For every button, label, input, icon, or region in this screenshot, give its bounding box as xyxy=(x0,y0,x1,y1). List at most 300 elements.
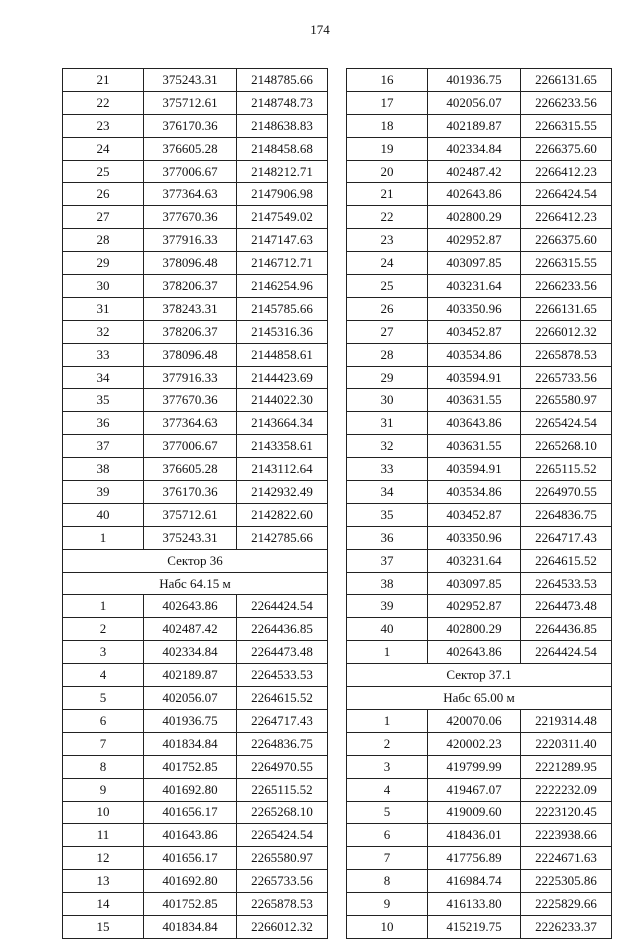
x-coordinate: 402056.07 xyxy=(428,91,521,114)
y-coordinate: 2146254.96 xyxy=(237,275,328,298)
point-number: 30 xyxy=(63,275,144,298)
coordinates-table-right xyxy=(346,68,612,939)
x-coordinate: 401752.85 xyxy=(144,893,237,916)
y-coordinate: 2264717.43 xyxy=(237,709,328,732)
x-coordinate: 377670.36 xyxy=(144,389,237,412)
x-coordinate: 377364.63 xyxy=(144,412,237,435)
y-coordinate: 2223938.66 xyxy=(521,824,612,847)
x-coordinate: 378206.37 xyxy=(144,275,237,298)
x-coordinate: 403231.64 xyxy=(428,549,521,572)
point-number: 36 xyxy=(63,412,144,435)
y-coordinate: 2142822.60 xyxy=(237,503,328,526)
table-row xyxy=(347,114,612,137)
y-coordinate: 2266424.54 xyxy=(521,183,612,206)
y-coordinate: 2266375.60 xyxy=(521,137,612,160)
y-coordinate: 2225305.86 xyxy=(521,870,612,893)
x-coordinate: 375243.31 xyxy=(144,69,237,92)
y-coordinate: 2144022.30 xyxy=(237,389,328,412)
table-row xyxy=(347,412,612,435)
point-number: 37 xyxy=(347,549,428,572)
x-coordinate: 376605.28 xyxy=(144,137,237,160)
table-row xyxy=(347,137,612,160)
point-number: 1 xyxy=(347,641,428,664)
point-number: 34 xyxy=(63,366,144,389)
x-coordinate: 401656.17 xyxy=(144,801,237,824)
y-coordinate: 2265580.97 xyxy=(521,389,612,412)
y-coordinate: 2266012.32 xyxy=(237,915,328,938)
x-coordinate: 401752.85 xyxy=(144,755,237,778)
x-coordinate: 375712.61 xyxy=(144,503,237,526)
table-row xyxy=(63,618,328,641)
table-row xyxy=(63,412,328,435)
table-row xyxy=(347,343,612,366)
point-number: 6 xyxy=(63,709,144,732)
table-row xyxy=(63,69,328,92)
table-row xyxy=(63,870,328,893)
x-coordinate: 416133.80 xyxy=(428,893,521,916)
point-number: 3 xyxy=(63,641,144,664)
point-number: 14 xyxy=(63,893,144,916)
y-coordinate: 2264836.75 xyxy=(237,732,328,755)
table-row xyxy=(347,320,612,343)
x-coordinate: 378206.37 xyxy=(144,320,237,343)
x-coordinate: 402800.29 xyxy=(428,618,521,641)
y-coordinate: 2148638.83 xyxy=(237,114,328,137)
table-row xyxy=(63,893,328,916)
point-number: 5 xyxy=(347,801,428,824)
table-row xyxy=(63,824,328,847)
x-coordinate: 401643.86 xyxy=(144,824,237,847)
x-coordinate: 419799.99 xyxy=(428,755,521,778)
point-number: 22 xyxy=(63,91,144,114)
y-coordinate: 2264970.55 xyxy=(237,755,328,778)
point-number: 25 xyxy=(347,275,428,298)
x-coordinate: 377006.67 xyxy=(144,435,237,458)
y-coordinate: 2264836.75 xyxy=(521,503,612,526)
point-number: 10 xyxy=(347,915,428,938)
x-coordinate: 416984.74 xyxy=(428,870,521,893)
point-number: 35 xyxy=(63,389,144,412)
point-number: 23 xyxy=(63,114,144,137)
x-coordinate: 375243.31 xyxy=(144,526,237,549)
point-number: 5 xyxy=(63,687,144,710)
table-row xyxy=(347,641,612,664)
x-coordinate: 402952.87 xyxy=(428,229,521,252)
section-header: Сектор 36 xyxy=(63,549,328,572)
x-coordinate: 403231.64 xyxy=(428,275,521,298)
x-coordinate: 402800.29 xyxy=(428,206,521,229)
table-row xyxy=(347,526,612,549)
y-coordinate: 2145785.66 xyxy=(237,297,328,320)
x-coordinate: 417756.89 xyxy=(428,847,521,870)
table-row xyxy=(347,69,612,92)
table-row xyxy=(63,297,328,320)
point-number: 11 xyxy=(63,824,144,847)
y-coordinate: 2219314.48 xyxy=(521,709,612,732)
y-coordinate: 2265733.56 xyxy=(521,366,612,389)
table-row xyxy=(63,229,328,252)
point-number: 7 xyxy=(347,847,428,870)
point-number: 17 xyxy=(347,91,428,114)
y-coordinate: 2226233.37 xyxy=(521,915,612,938)
table-row xyxy=(347,801,612,824)
x-coordinate: 377916.33 xyxy=(144,366,237,389)
point-number: 37 xyxy=(63,435,144,458)
point-number: 33 xyxy=(347,458,428,481)
table-row xyxy=(63,458,328,481)
y-coordinate: 2266012.32 xyxy=(521,320,612,343)
y-coordinate: 2266412.23 xyxy=(521,206,612,229)
point-number: 7 xyxy=(63,732,144,755)
table-row xyxy=(347,870,612,893)
x-coordinate: 403643.86 xyxy=(428,412,521,435)
point-number: 26 xyxy=(63,183,144,206)
point-number: 35 xyxy=(347,503,428,526)
table-row xyxy=(347,275,612,298)
table-row xyxy=(63,481,328,504)
point-number: 40 xyxy=(347,618,428,641)
point-number: 4 xyxy=(347,778,428,801)
table-row xyxy=(63,389,328,412)
y-coordinate: 2264533.53 xyxy=(521,572,612,595)
table-row xyxy=(347,847,612,870)
y-coordinate: 2147549.02 xyxy=(237,206,328,229)
coordinates-table-right-body xyxy=(347,69,612,939)
y-coordinate: 2264615.52 xyxy=(521,549,612,572)
point-number: 1 xyxy=(63,526,144,549)
coordinates-table-left-body xyxy=(63,69,328,939)
y-coordinate: 2265115.52 xyxy=(521,458,612,481)
table-row xyxy=(63,732,328,755)
y-coordinate: 2143664.34 xyxy=(237,412,328,435)
point-number: 31 xyxy=(63,297,144,320)
section-header: Набс 65.00 м xyxy=(347,687,612,710)
table-row xyxy=(63,595,328,618)
y-coordinate: 2265268.10 xyxy=(237,801,328,824)
point-number: 18 xyxy=(347,114,428,137)
y-coordinate: 2266375.60 xyxy=(521,229,612,252)
y-coordinate: 2264615.52 xyxy=(237,687,328,710)
x-coordinate: 402643.86 xyxy=(428,641,521,664)
y-coordinate: 2265424.54 xyxy=(521,412,612,435)
x-coordinate: 401692.80 xyxy=(144,778,237,801)
table-row xyxy=(63,343,328,366)
table-row xyxy=(347,206,612,229)
y-coordinate: 2221289.95 xyxy=(521,755,612,778)
table-row xyxy=(347,389,612,412)
x-coordinate: 403534.86 xyxy=(428,481,521,504)
x-coordinate: 376170.36 xyxy=(144,481,237,504)
y-coordinate: 2266233.56 xyxy=(521,275,612,298)
table-row xyxy=(347,595,612,618)
table-row xyxy=(347,481,612,504)
point-number: 24 xyxy=(347,252,428,275)
point-number: 33 xyxy=(63,343,144,366)
x-coordinate: 377670.36 xyxy=(144,206,237,229)
table-row xyxy=(347,435,612,458)
table-row xyxy=(347,366,612,389)
y-coordinate: 2148785.66 xyxy=(237,69,328,92)
y-coordinate: 2265878.53 xyxy=(521,343,612,366)
point-number: 30 xyxy=(347,389,428,412)
point-number: 9 xyxy=(347,893,428,916)
x-coordinate: 403631.55 xyxy=(428,389,521,412)
point-number: 8 xyxy=(63,755,144,778)
table-row xyxy=(347,458,612,481)
table-row xyxy=(347,503,612,526)
y-coordinate: 2146712.71 xyxy=(237,252,328,275)
table-row xyxy=(63,183,328,206)
point-number: 39 xyxy=(63,481,144,504)
y-coordinate: 2143112.64 xyxy=(237,458,328,481)
point-number: 27 xyxy=(63,206,144,229)
point-number: 38 xyxy=(347,572,428,595)
point-number: 36 xyxy=(347,526,428,549)
point-number: 2 xyxy=(63,618,144,641)
y-coordinate: 2148458.68 xyxy=(237,137,328,160)
table-row xyxy=(63,91,328,114)
point-number: 29 xyxy=(63,252,144,275)
y-coordinate: 2225829.66 xyxy=(521,893,612,916)
point-number: 12 xyxy=(63,847,144,870)
x-coordinate: 378096.48 xyxy=(144,252,237,275)
table-row xyxy=(63,366,328,389)
table-row xyxy=(63,847,328,870)
table-row xyxy=(347,915,612,938)
page-number: 174 xyxy=(310,22,330,37)
y-coordinate: 2265115.52 xyxy=(237,778,328,801)
x-coordinate: 419009.60 xyxy=(428,801,521,824)
y-coordinate: 2147906.98 xyxy=(237,183,328,206)
point-number: 13 xyxy=(63,870,144,893)
y-coordinate: 2264436.85 xyxy=(237,618,328,641)
table-row xyxy=(63,275,328,298)
point-number: 38 xyxy=(63,458,144,481)
section-header-row xyxy=(63,549,328,572)
point-number: 23 xyxy=(347,229,428,252)
x-coordinate: 403452.87 xyxy=(428,320,521,343)
y-coordinate: 2264717.43 xyxy=(521,526,612,549)
point-number: 15 xyxy=(63,915,144,938)
y-coordinate: 2264424.54 xyxy=(237,595,328,618)
table-row xyxy=(63,252,328,275)
table-row xyxy=(347,755,612,778)
x-coordinate: 378096.48 xyxy=(144,343,237,366)
point-number: 6 xyxy=(347,824,428,847)
x-coordinate: 401834.84 xyxy=(144,732,237,755)
y-coordinate: 2142785.66 xyxy=(237,526,328,549)
point-number: 20 xyxy=(347,160,428,183)
x-coordinate: 402334.84 xyxy=(428,137,521,160)
point-number: 32 xyxy=(347,435,428,458)
y-coordinate: 2266233.56 xyxy=(521,91,612,114)
y-coordinate: 2266131.65 xyxy=(521,297,612,320)
table-row xyxy=(63,160,328,183)
y-coordinate: 2144858.61 xyxy=(237,343,328,366)
point-number: 34 xyxy=(347,481,428,504)
y-coordinate: 2223120.45 xyxy=(521,801,612,824)
table-row xyxy=(347,824,612,847)
y-coordinate: 2266131.65 xyxy=(521,69,612,92)
x-coordinate: 420002.23 xyxy=(428,732,521,755)
x-coordinate: 419467.07 xyxy=(428,778,521,801)
point-number: 1 xyxy=(63,595,144,618)
point-number: 22 xyxy=(347,206,428,229)
table-row xyxy=(63,137,328,160)
y-coordinate: 2265878.53 xyxy=(237,893,328,916)
y-coordinate: 2264436.85 xyxy=(521,618,612,641)
y-coordinate: 2144423.69 xyxy=(237,366,328,389)
section-header: Набс 64.15 м xyxy=(63,572,328,595)
x-coordinate: 403097.85 xyxy=(428,252,521,275)
x-coordinate: 401656.17 xyxy=(144,847,237,870)
point-number: 26 xyxy=(347,297,428,320)
y-coordinate: 2266412.23 xyxy=(521,160,612,183)
x-coordinate: 376170.36 xyxy=(144,114,237,137)
y-coordinate: 2264424.54 xyxy=(521,641,612,664)
point-number: 10 xyxy=(63,801,144,824)
y-coordinate: 2265733.56 xyxy=(237,870,328,893)
x-coordinate: 402643.86 xyxy=(428,183,521,206)
x-coordinate: 401936.75 xyxy=(144,709,237,732)
point-number: 28 xyxy=(63,229,144,252)
y-coordinate: 2142932.49 xyxy=(237,481,328,504)
x-coordinate: 402056.07 xyxy=(144,687,237,710)
x-coordinate: 377364.63 xyxy=(144,183,237,206)
x-coordinate: 403097.85 xyxy=(428,572,521,595)
x-coordinate: 403594.91 xyxy=(428,458,521,481)
point-number: 4 xyxy=(63,664,144,687)
table-row xyxy=(347,732,612,755)
y-coordinate: 2265424.54 xyxy=(237,824,328,847)
point-number: 21 xyxy=(347,183,428,206)
x-coordinate: 403594.91 xyxy=(428,366,521,389)
x-coordinate: 376605.28 xyxy=(144,458,237,481)
y-coordinate: 2265580.97 xyxy=(237,847,328,870)
table-row xyxy=(63,755,328,778)
table-row xyxy=(63,801,328,824)
section-header-row xyxy=(347,664,612,687)
y-coordinate: 2266315.55 xyxy=(521,252,612,275)
table-row xyxy=(347,778,612,801)
x-coordinate: 403452.87 xyxy=(428,503,521,526)
table-row xyxy=(63,709,328,732)
x-coordinate: 375712.61 xyxy=(144,91,237,114)
x-coordinate: 402189.87 xyxy=(428,114,521,137)
x-coordinate: 402952.87 xyxy=(428,595,521,618)
point-number: 32 xyxy=(63,320,144,343)
x-coordinate: 402334.84 xyxy=(144,641,237,664)
x-coordinate: 415219.75 xyxy=(428,915,521,938)
point-number: 8 xyxy=(347,870,428,893)
x-coordinate: 403631.55 xyxy=(428,435,521,458)
table-row xyxy=(63,687,328,710)
table-row xyxy=(347,893,612,916)
table-row xyxy=(63,206,328,229)
x-coordinate: 420070.06 xyxy=(428,709,521,732)
point-number: 3 xyxy=(347,755,428,778)
point-number: 16 xyxy=(347,69,428,92)
y-coordinate: 2148748.73 xyxy=(237,91,328,114)
point-number: 40 xyxy=(63,503,144,526)
y-coordinate: 2222232.09 xyxy=(521,778,612,801)
y-coordinate: 2148212.71 xyxy=(237,160,328,183)
table-row xyxy=(63,915,328,938)
table-row xyxy=(347,549,612,572)
y-coordinate: 2220311.40 xyxy=(521,732,612,755)
table-row xyxy=(63,320,328,343)
y-coordinate: 2224671.63 xyxy=(521,847,612,870)
x-coordinate: 403350.96 xyxy=(428,297,521,320)
y-coordinate: 2143358.61 xyxy=(237,435,328,458)
table-row xyxy=(347,160,612,183)
table-row xyxy=(63,526,328,549)
table-row xyxy=(347,91,612,114)
x-coordinate: 401692.80 xyxy=(144,870,237,893)
point-number: 19 xyxy=(347,137,428,160)
point-number: 9 xyxy=(63,778,144,801)
y-coordinate: 2264970.55 xyxy=(521,481,612,504)
x-coordinate: 378243.31 xyxy=(144,297,237,320)
table-row xyxy=(347,297,612,320)
x-coordinate: 401936.75 xyxy=(428,69,521,92)
table-row xyxy=(347,183,612,206)
x-coordinate: 401834.84 xyxy=(144,915,237,938)
table-row xyxy=(63,503,328,526)
point-number: 27 xyxy=(347,320,428,343)
x-coordinate: 402487.42 xyxy=(428,160,521,183)
section-header: Сектор 37.1 xyxy=(347,664,612,687)
table-row xyxy=(63,641,328,664)
table-row xyxy=(347,572,612,595)
point-number: 25 xyxy=(63,160,144,183)
x-coordinate: 402189.87 xyxy=(144,664,237,687)
x-coordinate: 377006.67 xyxy=(144,160,237,183)
table-row xyxy=(63,435,328,458)
section-header-row xyxy=(347,687,612,710)
y-coordinate: 2147147.63 xyxy=(237,229,328,252)
table-row xyxy=(347,709,612,732)
point-number: 2 xyxy=(347,732,428,755)
x-coordinate: 418436.01 xyxy=(428,824,521,847)
section-header-row xyxy=(63,572,328,595)
table-row xyxy=(63,664,328,687)
table-row xyxy=(63,114,328,137)
point-number: 24 xyxy=(63,137,144,160)
y-coordinate: 2145316.36 xyxy=(237,320,328,343)
point-number: 39 xyxy=(347,595,428,618)
point-number: 29 xyxy=(347,366,428,389)
x-coordinate: 403534.86 xyxy=(428,343,521,366)
y-coordinate: 2264473.48 xyxy=(521,595,612,618)
point-number: 21 xyxy=(63,69,144,92)
x-coordinate: 377916.33 xyxy=(144,229,237,252)
point-number: 31 xyxy=(347,412,428,435)
y-coordinate: 2265268.10 xyxy=(521,435,612,458)
x-coordinate: 402643.86 xyxy=(144,595,237,618)
table-row xyxy=(63,778,328,801)
point-number: 28 xyxy=(347,343,428,366)
point-number: 1 xyxy=(347,709,428,732)
table-row xyxy=(347,618,612,641)
y-coordinate: 2264473.48 xyxy=(237,641,328,664)
y-coordinate: 2264533.53 xyxy=(237,664,328,687)
coordinates-table-left xyxy=(62,68,328,939)
table-row xyxy=(347,252,612,275)
x-coordinate: 402487.42 xyxy=(144,618,237,641)
y-coordinate: 2266315.55 xyxy=(521,114,612,137)
x-coordinate: 403350.96 xyxy=(428,526,521,549)
